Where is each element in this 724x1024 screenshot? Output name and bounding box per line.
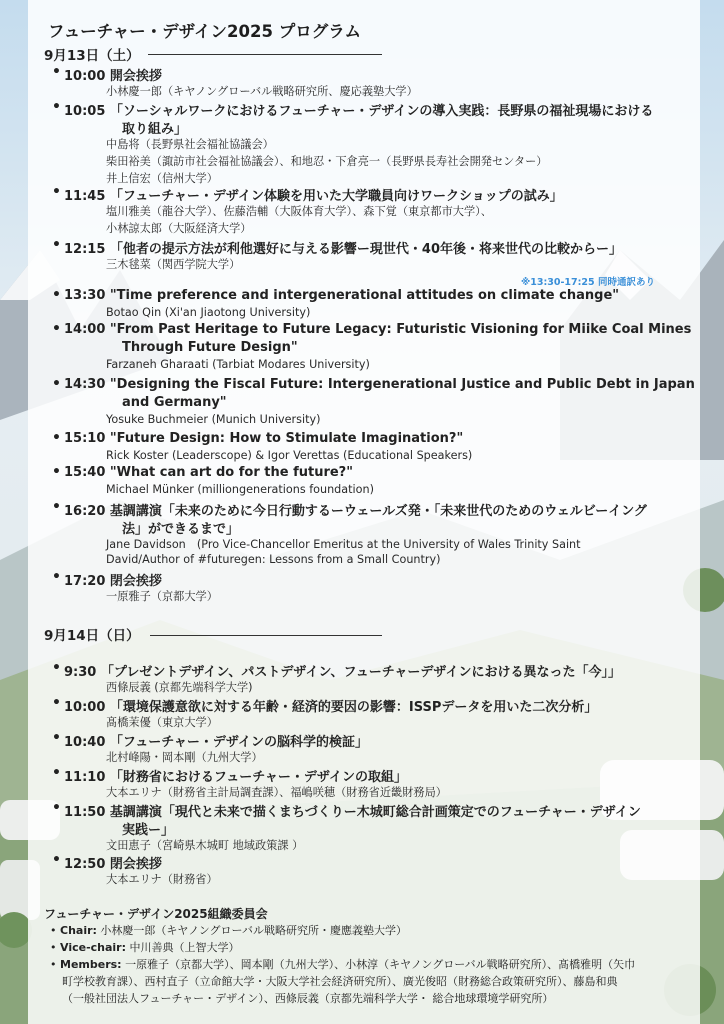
day1-session-speakers: Michael Münker (milliongenerations foundation) xyxy=(106,483,374,496)
bullet: • xyxy=(52,499,61,515)
bullet: • xyxy=(52,765,61,781)
day1-session-heading: 16:20 基調講演「未来のために今日行動するーウェールズ発・「未来世代のためのウェルビーイング xyxy=(64,504,647,519)
day1-session-speakers: 塩川雅美（龍谷大学）、佐藤浩輔（大阪体育大学）、森下覚（東京都市大学）、 xyxy=(106,205,492,218)
day2-session-speakers: 北村峰陽・岡本剛（九州大学） xyxy=(106,751,263,764)
day1-session-speakers: Farzaneh Gharaati (Tarbiat Modares University) xyxy=(106,358,370,371)
day2-divider xyxy=(150,635,382,636)
day1-session-speakers: 小林諒太郎（大阪経済大学） xyxy=(106,222,252,235)
day2-session-heading: 10:40 「フューチャー・デザインの脳科学的検証」 xyxy=(64,735,368,750)
bullet: • xyxy=(52,64,61,80)
day1-divider xyxy=(148,54,382,55)
day2-session-speakers: 文田恵子（宮崎県木城町 地域政策課 ） xyxy=(106,839,304,852)
members-line-2: 町学校教育課）、西村直子（立命館大学・大阪大学社会経済研究所）、廣光俊昭（財務総合政策研究所）、藤島和典 xyxy=(62,975,618,988)
members-line-3: （一般社団法人フューチャー・デザイン）、西條辰義（京都先端科学大学・ 総合地球環境学研究所） xyxy=(62,992,554,1005)
bullet: • xyxy=(52,695,61,711)
day1-session-heading: 15:10 "Future Design: How to Stimulate Imagination?" xyxy=(64,431,464,446)
day1-session-heading-cont: and Germany" xyxy=(122,395,227,410)
members-line-1: 一原雅子（京都大学）、岡本剛（九州大学）、小林淳（キヤノングローバル戦略研究所）、髙橋雅明（矢巾 xyxy=(125,958,636,971)
bullet: • xyxy=(52,321,61,337)
chair-label: Chair: xyxy=(60,924,97,937)
day1-session-speakers: 一原雅子（京都大学） xyxy=(106,590,218,603)
day2-session-heading: 10:00 「環境保護意欲に対する年齢・経済的要因の影響：ISSPデータを用いた二次分析」 xyxy=(64,700,598,715)
bullet: • xyxy=(50,958,60,971)
day1-session-heading-cont: 法」ができるまで」 xyxy=(122,522,240,537)
day1-session-speakers: Botao Qin (Xi'an Jiaotong University) xyxy=(106,306,311,319)
committee-vice-chair xyxy=(50,939,240,955)
committee-members xyxy=(50,956,635,972)
bullet: • xyxy=(52,464,61,480)
day1-session-heading: 12:15 「他者の提示方法が利他選好に与える影響ー現世代・40年後・将来世代の比較からー」 xyxy=(64,242,622,257)
bullet: • xyxy=(50,924,60,937)
committee-chair xyxy=(50,922,407,938)
day1-session-heading: 13:30 "Time preference and intergenerational attitudes on climate change" xyxy=(64,288,620,303)
day2-session-speakers: 大本エリナ（財務省） xyxy=(106,873,218,886)
day1-session-heading-cont: Through Future Design" xyxy=(122,340,298,355)
day2-session-heading-cont: 実践ー」 xyxy=(122,823,175,838)
bullet: • xyxy=(52,430,61,446)
interpretation-note: ※13:30-17:25 同時通訳あり xyxy=(521,277,655,288)
day1-session-speakers: Jane Davidson (Pro Vice-Chancellor Emeritus at the University of Wales Trinity Saint xyxy=(106,538,581,551)
bullet: • xyxy=(52,800,61,816)
day2-session-heading: 11:10 「財務省におけるフューチャー・デザインの取組」 xyxy=(64,770,407,785)
day1-session-speakers: 柴田裕美（諏訪市社会福祉協議会）、和地忍・下倉亮一（長野県長寿社会開発センター） xyxy=(106,155,548,168)
members-label: Members: xyxy=(60,958,122,971)
day2-session-speakers: 西條辰義 (京都先端科学大学) xyxy=(106,681,253,694)
day2-session-speakers: 髙橋茉優（東京大学） xyxy=(106,716,218,729)
day2-session-speakers: 大本エリナ（財務省主計局調査課）、福嶋咲穂（財務省近畿財務局） xyxy=(106,786,447,799)
bullet: • xyxy=(52,184,61,200)
bullet: • xyxy=(52,237,61,253)
chair-name: 小林慶一郎（キヤノングローバル戦略研究所・慶應義塾大学） xyxy=(100,924,407,937)
day1-session-speakers: 三木毬菜（関西学院大学） xyxy=(106,258,241,271)
page-title: フューチャー・デザイン2025 プログラム xyxy=(48,22,362,41)
day1-session-speakers: Yosuke Buchmeier (Munich University) xyxy=(106,413,321,426)
day2-session-heading: 11:50 基調講演「現代と未来で描くまちづくりー木城町総合計画策定でのフューチャー・デザイン xyxy=(64,805,641,820)
day1-session-heading: 10:00 開会挨拶 xyxy=(64,69,162,84)
bullet: • xyxy=(52,569,61,585)
day1-session-heading: 14:00 "From Past Heritage to Future Legacy: Futuristic Visioning for Miike Coal Mines xyxy=(64,322,692,337)
day1-session-heading: 15:40 "What can art do for the future?" xyxy=(64,465,353,480)
bullet: • xyxy=(50,941,60,954)
day2-session-heading: 12:50 閉会挨拶 xyxy=(64,857,162,872)
day1-session-heading: 14:30 "Designing the Fiscal Future: Intergenerational Justice and Public Debt in Japan xyxy=(64,377,695,392)
day1-date: 9月13日（土） xyxy=(44,48,140,64)
day1-session-speakers: 中島将（長野県社会福祉協議会） xyxy=(106,138,274,151)
day1-session-heading: 17:20 閉会挨拶 xyxy=(64,574,162,589)
bullet: • xyxy=(52,660,61,676)
vice-chair-label: Vice-chair: xyxy=(60,941,127,954)
day1-session-speakers: Rick Koster (Leaderscope) & Igor Verettas (Educational Speakers) xyxy=(106,449,473,462)
day1-session-speakers: 小林慶一郎（キヤノングローバル戦略研究所、慶応義塾大学） xyxy=(106,85,418,98)
day1-session-speakers: David/Author of #futuregen: Lessons from a Small Country) xyxy=(106,553,441,566)
vice-chair-name: 中川善典（上智大学） xyxy=(129,941,240,954)
day1-session-heading: 10:05 「ソーシャルワークにおけるフューチャー・デザインの導入実践：長野県の福祉現場における xyxy=(64,104,654,119)
day1-session-speakers: 井上信宏（信州大学） xyxy=(106,172,218,185)
bullet: • xyxy=(52,852,61,868)
bullet: • xyxy=(52,730,61,746)
committee-title: フューチャー・デザイン2025組織委員会 xyxy=(44,907,268,921)
day2-session-heading: 9:30 「プレゼントデザイン、パストデザイン、フューチャーデザインにおける異なった「今」」 xyxy=(64,665,621,680)
bullet: • xyxy=(52,376,61,392)
day2-date: 9月14日（日） xyxy=(44,628,140,644)
bullet: • xyxy=(52,99,61,115)
day1-session-heading: 11:45 「フューチャー・デザイン体験を用いた大学職員向けワークショップの試み」 xyxy=(64,189,563,204)
bullet: • xyxy=(52,287,61,303)
day1-session-heading-cont: 取り組み」 xyxy=(122,122,188,137)
